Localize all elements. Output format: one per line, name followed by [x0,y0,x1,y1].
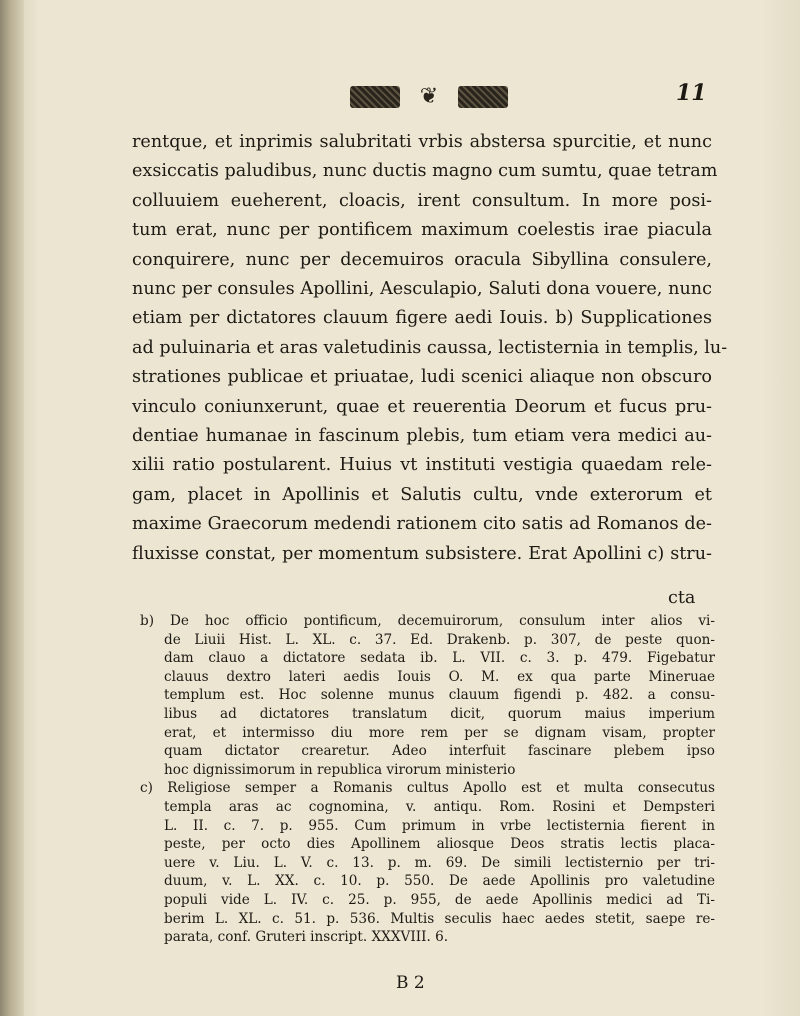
footnote-line: uere v. Liu. L. V. c. 13. p. m. 69. De simili lectisternio per tri- [164,854,715,871]
footnote-line: hoc dignissimorum in republica virorum ministerio [164,761,516,778]
body-line: strationes publicae et priuatae, ludi scenici aliaque non obscuro [132,367,712,388]
body-line: vinculo coniunxerunt, quae et reuerentia Deorum et fucus pru- [132,396,712,417]
body-line: gam, placet in Apollinis et Salutis cultu, vnde exterorum et [132,484,712,505]
body-line: exsiccatis paludibus, nunc ductis magno cum sumtu, quae tetram [132,161,718,182]
footnote-line: berim L. XL. c. 51. p. 536. Multis seculis haec aedes stetit, saepe re- [164,910,715,927]
footnote-line: dam clauo a dictatore sedata ib. L. VII. c. 3. p. 479. Figebatur [164,650,715,667]
body-line: ad puluinaria et aras valetudinis caussa, lectisternia in templis, lu- [132,337,728,358]
catchword: cta [668,588,696,608]
body-line: nunc per consules Apollini, Aesculapio, Saluti dona vouere, nunc [132,279,712,300]
footnote-line: templum est. Hoc solenne munus clauum figendi p. 482. a consu- [164,687,715,704]
body-line: rentque, et inprimis salubritati vrbis abstersa spurcitie, et nunc [132,132,712,152]
body-line: fluxisse constat, per momentum subsistere. Erat Apollini c) stru- [132,543,712,564]
footnotes [140,612,715,947]
header-ornament [334,80,524,114]
main-text [132,128,728,569]
signature-mark: B 2 [396,973,425,993]
footnote-line: erat, et intermisso diu more rem per se dignam visam, propter [164,724,715,741]
body-line: etiam per dictatores clauum figere aedi Iouis. b) Supplicationes [132,308,712,329]
footnote-line: peste, per octo dies Apollinem aliosque Deos stratis lectis placa- [164,836,715,853]
footnote-line: duum, v. L. XX. c. 10. p. 550. De aede Apollinis pro valetudine [164,873,715,890]
footnote-line: templa aras ac cognomina, v. antiqu. Rom. Rosini et Dempsteri [164,798,715,815]
footnote-line: quam dictator crearetur. Adeo interfuit fascinare plebem ipso [164,743,715,760]
footnote-line: libus ad dictatores translatum dicit, quorum maius imperium [164,705,715,722]
body-line: maxime Graecorum medendi rationem cito satis ad Romanos de- [132,514,712,535]
footnote-line: clauus dextro lateri aedis Iouis O. M. ex qua parte Mineruae [164,668,715,685]
ornament-right-block [458,86,508,108]
footnote-line: parata, conf. Gruteri inscript. XXXVIII. 6. [164,929,449,946]
footnote-line: L. II. c. 7. p. 955. Cum primum in vrbe lectisternia fierent in [164,817,715,834]
body-line: xilii ratio postularent. Huius vt instituti vestigia quaedam rele- [132,455,712,476]
book-spine-shadow [0,0,24,1016]
footnote-line: c) Religiose semper a Romanis cultus Apollo est et multa consecutus [140,780,715,797]
ornament-left-block [350,86,400,108]
body-line: conquirere, nunc per decemuiros oracula Sibyllina consulere, [132,249,712,270]
footnote-line: b) De hoc officio pontificum, decemuirorum, consulum inter alios vi- [140,613,715,629]
body-line: tum erat, nunc per pontificem maximum coelestis irae piacula [132,220,712,241]
footnote-line: populi vide L. IV. c. 25. p. 955, de aede Apollinis medici ad Ti- [164,891,715,908]
ornament-center-glyph: ❦ [419,84,439,109]
body-line: colluuiem eueherent, cloacis, irent consultum. In more posi- [132,190,712,211]
page-number: 11 [676,80,707,106]
footnote-line: de Liuii Hist. L. XL. c. 37. Ed. Drakenb. p. 307, de peste quon- [164,631,715,648]
body-line: dentiae humanae in fascinum plebis, tum etiam vera medici au- [132,426,712,447]
